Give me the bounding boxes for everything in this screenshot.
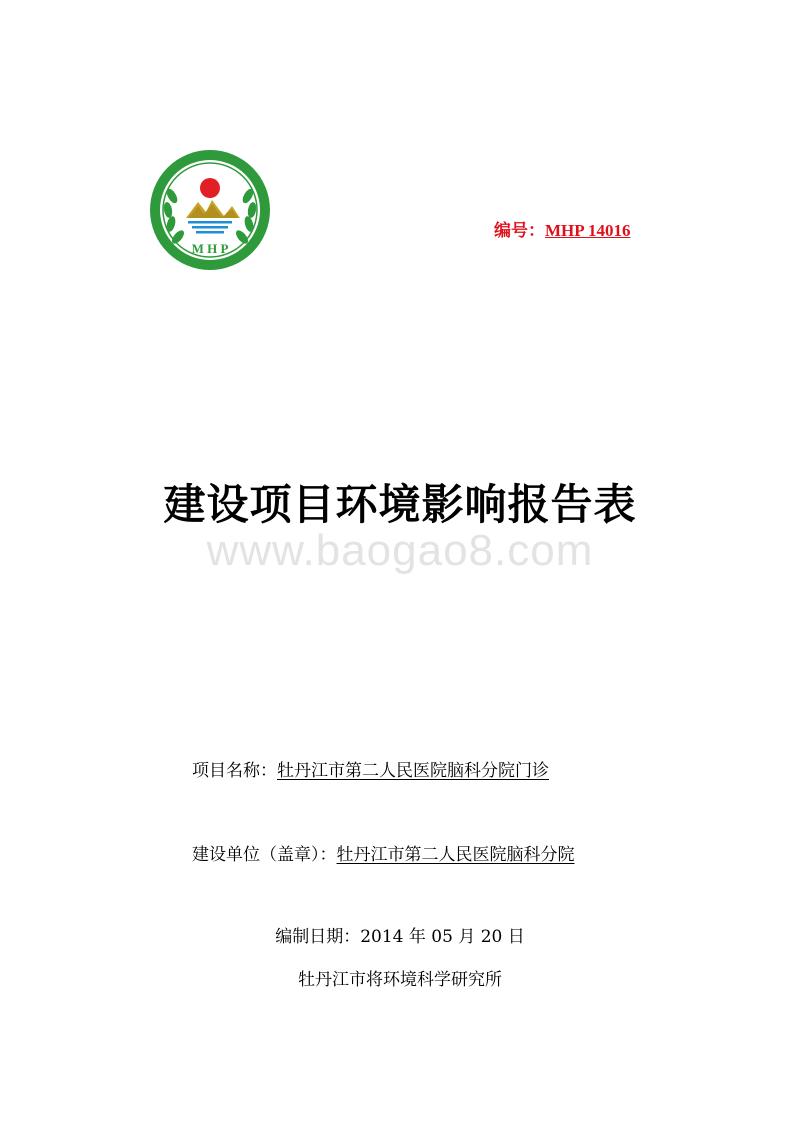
emblem-icon [148,148,272,272]
svg-text:M H P: M H P [191,241,229,256]
builder-label: 建设单位（盖章）： [192,845,337,865]
project-name-field [192,756,549,781]
document-number-label: 编号： [494,221,545,240]
project-name-label: 项目名称： [192,761,277,781]
watermark: www.baogao8.com [206,526,594,575]
document-number [494,216,630,241]
project-name-value: 牡丹江市第二人民医院脑科分院门诊 [277,761,549,781]
page-title: 建设项目环境影响报告表 [163,480,637,529]
environmental-emblem-logo [148,148,272,272]
compile-date: 编制日期：2014 年 05 月 20 日 [275,927,525,947]
builder-value: 牡丹江市第二人民医院脑科分院 [336,845,575,865]
builder-field [192,840,575,865]
document-number-value: MHP 14016 [545,221,631,240]
institute-name: 牡丹江市将环境科学研究所 [298,970,502,990]
